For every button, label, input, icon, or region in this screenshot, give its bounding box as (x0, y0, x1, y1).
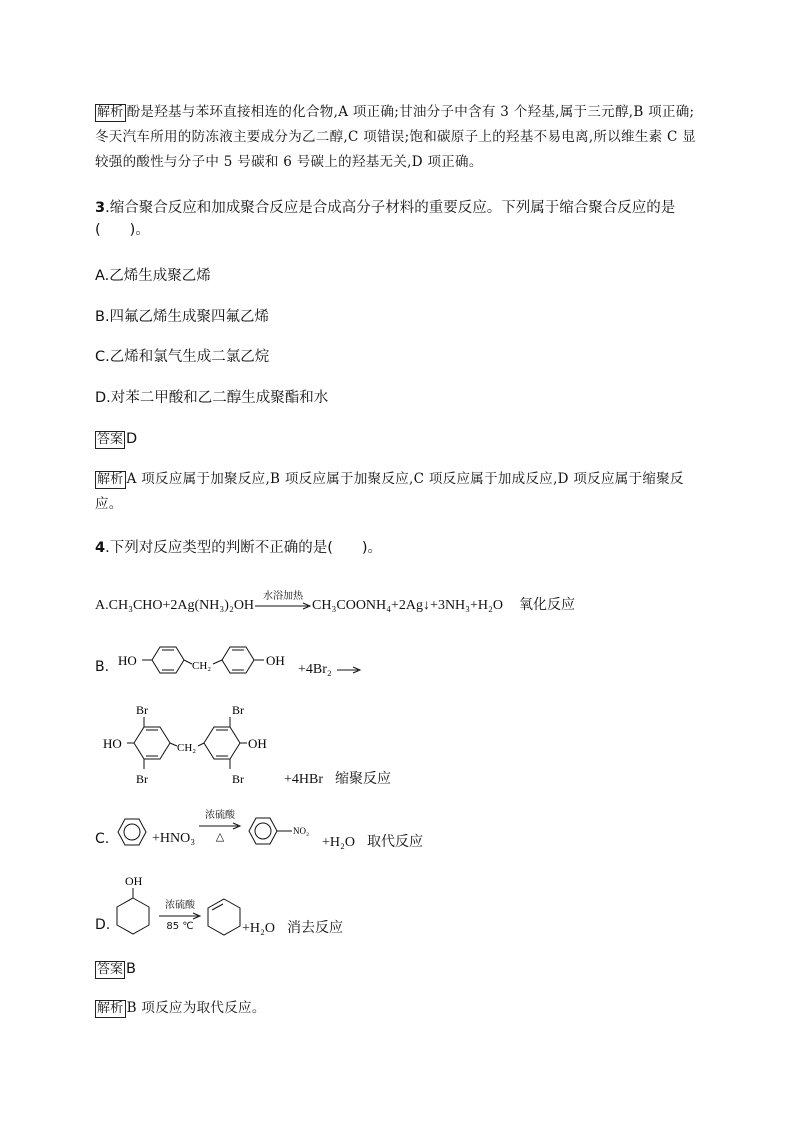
ho-left: HO (118, 653, 137, 668)
answer-tag: 答案 (97, 432, 124, 447)
ch2-group: CH₂ (192, 660, 212, 672)
q2-analysis (95, 100, 705, 175)
q4-analysis-text: B 项反应为取代反应。 (126, 1000, 266, 1016)
opt-b-tail (284, 768, 391, 788)
opt-c-condition-top: 浓硫酸 (205, 810, 235, 821)
arrow-icon (198, 822, 242, 830)
brominated-bisphenol-structure (100, 703, 300, 785)
br-4: Br (232, 772, 244, 785)
q4-number: 4 (95, 540, 106, 556)
benzene-ring-2 (222, 647, 254, 673)
opt-a-label: A. (95, 598, 109, 613)
q3-stem-text: 缩合聚合反应和加成聚合反应是合成高分子材料的重要反应。下列属于缩合聚合反应的是 (109, 200, 676, 216)
opt-c-tail (322, 831, 423, 851)
arrow-icon (336, 666, 362, 674)
oh-right: OH (266, 653, 285, 668)
q3-stem: 3.缩合聚合反应和加成聚合反应是合成高分子材料的重要反应。下列属于缩合聚合反应的是 ( )。 (95, 200, 676, 238)
opt-c-label: C. (95, 831, 110, 847)
opt-d-byproduct: +H₂O (242, 921, 275, 936)
opt-b-byproduct: +4HBr (284, 772, 324, 787)
q3-paren: ( )。 (95, 222, 150, 238)
q3-answer-value: D (126, 431, 138, 447)
br-2: Br (136, 772, 148, 785)
opt-d-condition-top: 浓硫酸 (165, 900, 195, 911)
q3-option-d: D.对苯二甲酸和乙二醇生成聚酯和水 (95, 390, 329, 406)
q3-analysis-text: A 项反应属于加聚反应,B 项反应属于加聚反应,C 项反应属于加成反应,D 项反应属于缩聚反应。 (95, 471, 684, 512)
benzene-ring-4 (204, 727, 240, 759)
no2-group: NO₂ (293, 826, 310, 836)
benzene-ring-3 (134, 727, 170, 759)
answer-tag: 答案 (97, 962, 124, 977)
q3-option-b: B.四氟乙烯生成聚四氟乙烯 (95, 309, 270, 325)
opt-d-label: D. (95, 917, 111, 933)
analysis-tag: 解析 (97, 472, 124, 487)
cyclohexene-structure (204, 895, 244, 939)
q3-option-c: C.乙烯和氯气生成二氯乙烷 (95, 349, 270, 365)
ch2-product: CH₂ (177, 742, 197, 754)
br-1: Br (136, 703, 148, 717)
q3-number: 3 (95, 200, 106, 216)
opt-b-type: 缩聚反应 (335, 771, 392, 787)
analysis-tag: 解析 (97, 1001, 124, 1016)
opt-d-arrow (158, 900, 202, 940)
opt-c-reagent: +HNO₃ (152, 831, 196, 846)
ho-left-product: HO (103, 736, 122, 751)
opt-d-condition-bottom: 85 ℃ (166, 921, 194, 932)
benzene-icon (115, 815, 149, 849)
opt-b-label: B. (95, 659, 110, 675)
q3-option-a: A.乙烯生成聚乙烯 (95, 268, 211, 284)
oh-right-product: OH (248, 736, 267, 751)
arrow-icon (254, 602, 312, 610)
br-3: Br (232, 703, 244, 717)
opt-a-reactant: CH₃CHO+2Ag(NH₃)₂OH (108, 598, 255, 613)
q3-answer (95, 428, 705, 450)
opt-a-condition: 水浴加热 (263, 590, 304, 602)
q4-answer (95, 958, 705, 980)
opt-c-arrow (198, 810, 242, 850)
opt-c-type: 取代反应 (367, 834, 423, 850)
q2-analysis-text: 酚是羟基与苯环直接相连的化合物,A 项正确;甘油分子中含有 3 个羟基,属于三元醇,B 项正确;冬天汽车所用的防冻液主要成分为乙二醇,C 项错误;饱和碳原子上的羟基不易电离,所以维生素 C 显较强的酸性与分子中 5 号碳和 6 号碳上的羟基无关,D 项正确。 (95, 104, 697, 170)
q3-analysis (95, 467, 705, 517)
opt-d-tail (242, 917, 343, 937)
q4-answer-value: B (126, 961, 136, 977)
q4-stem: 4.下列对反应类型的判断不正确的是( )。 (95, 540, 383, 556)
nitrobenzene-structure (246, 813, 322, 849)
q4-option-a (95, 590, 576, 614)
opt-a-product: CH₃COONH₄+2Ag↓+3NH₃+H₂O (312, 598, 504, 613)
analysis-tag: 解析 (97, 105, 124, 120)
opt-b-reagent: +4Br₂ (298, 662, 332, 677)
opt-d-type: 消去反应 (287, 920, 343, 936)
reaction-arrow (254, 590, 312, 613)
benzene-ring-1 (152, 647, 184, 673)
opt-c-condition-bottom: △ (215, 830, 225, 843)
oh-group: OH (125, 874, 143, 888)
opt-a-type: 氧化反应 (519, 597, 576, 613)
opt-c-byproduct: +H₂O (322, 835, 355, 850)
cyclohexanol-structure (113, 872, 157, 938)
arrow-icon (158, 912, 202, 920)
q4-analysis (95, 996, 705, 1021)
q4-stem-text: 下列对反应类型的判断不正确的是( )。 (109, 540, 383, 556)
